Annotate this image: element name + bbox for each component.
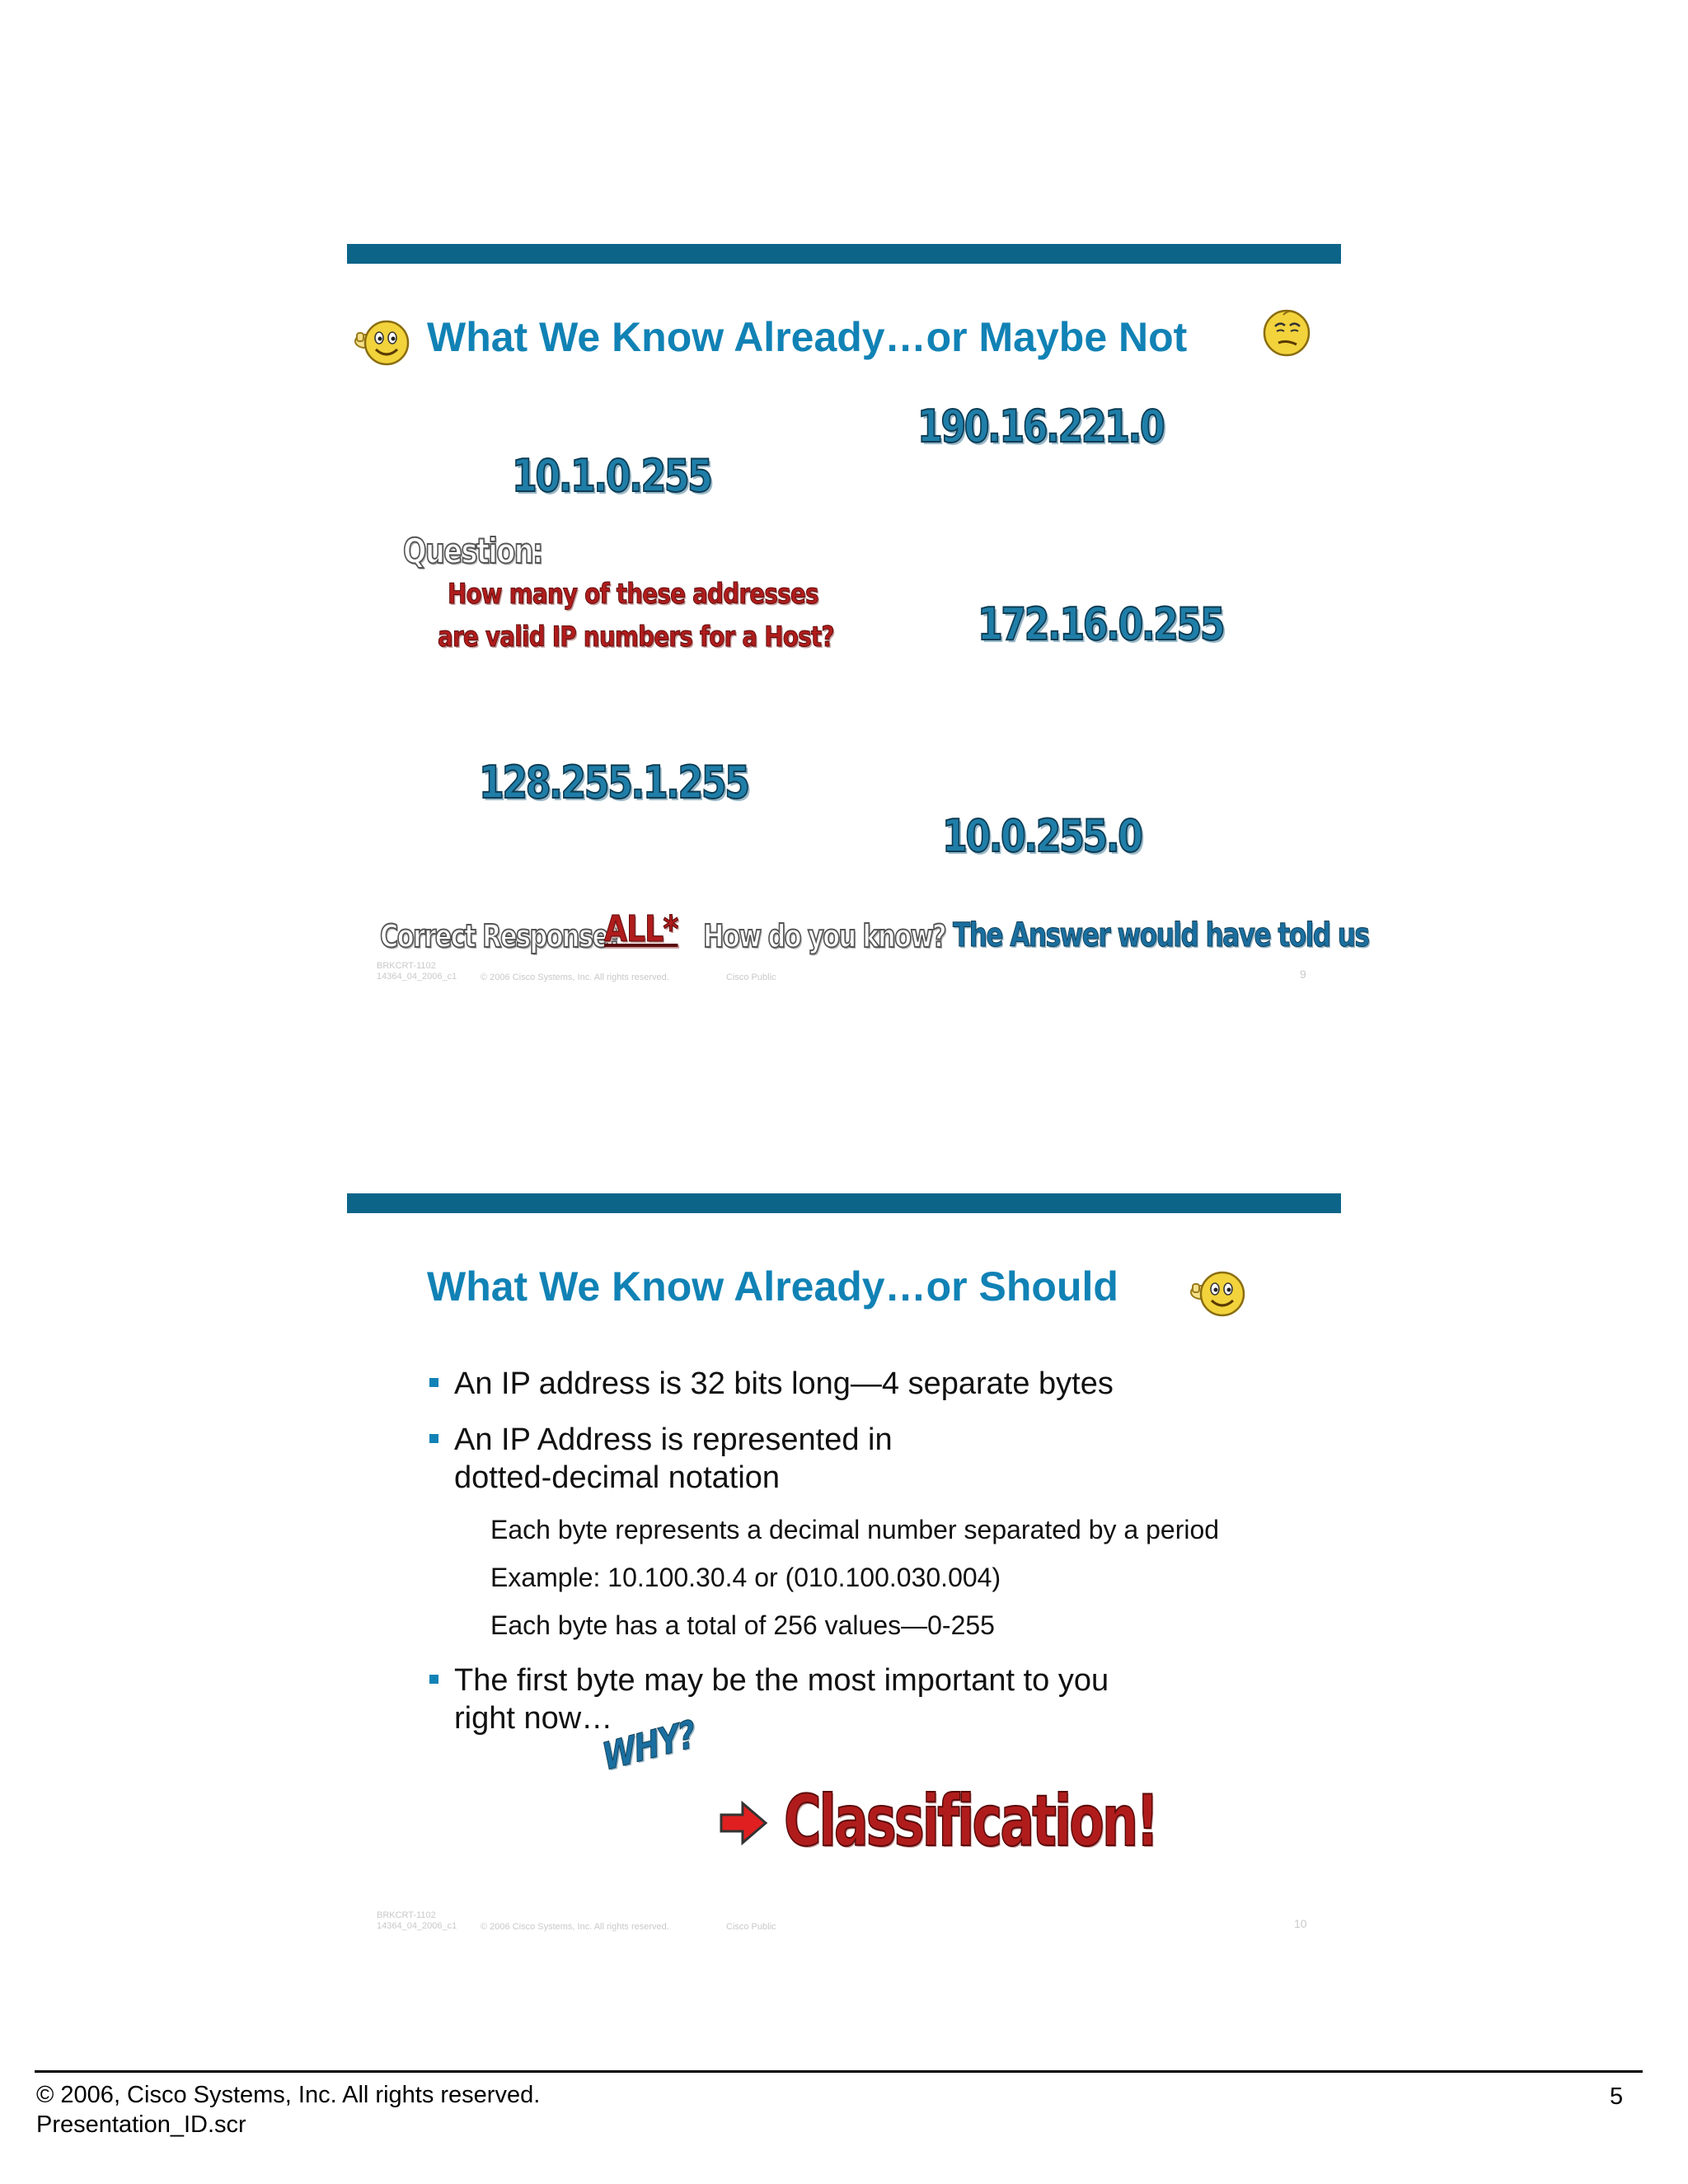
footer-code-1: BRKCRT-1102: [377, 961, 436, 971]
slide-header-bar: [347, 244, 1341, 264]
slide-footer-copyright: © 2006 Cisco Systems, Inc. All rights reserved.: [481, 1922, 669, 1932]
slide-footer-public: Cisco Public: [726, 1922, 776, 1932]
slide-footer-public: Cisco Public: [726, 972, 776, 982]
why-text: WHY?: [599, 1711, 698, 1779]
classification-text: Classification!: [784, 1780, 1157, 1863]
footer-code-2: 14364_04_2006_c1: [377, 972, 457, 982]
ip-address-3: 172.16.0.255: [978, 598, 1224, 650]
bullet-3-line-2: right now…: [454, 1701, 613, 1736]
bullet-1-text: An IP address is 32 bits long—4 separate bytes: [454, 1366, 1114, 1401]
bullet-3-line-1: The first byte may be the most important to you: [454, 1663, 1109, 1698]
slide-footer-copyright: © 2006 Cisco Systems, Inc. All rights reserved.: [481, 972, 669, 982]
page-footer-copyright: © 2006, Cisco Systems, Inc. All rights reserved.: [36, 2082, 541, 2108]
bullet-2-line-2: dotted-decimal notation: [454, 1460, 781, 1495]
thumbs-up-smiley-icon: [352, 316, 413, 368]
slide-header-bar: [347, 1193, 1341, 1213]
how-do-you-know: How do you know?: [703, 918, 946, 954]
footer-code-1: BRKCRT-1102: [377, 1910, 436, 1920]
bullet-2-line-1: An IP Address is represented in: [454, 1422, 893, 1457]
ip-address-5: 10.0.255.0: [942, 810, 1142, 862]
slide-title: What We Know Already…or Should: [427, 1263, 1118, 1310]
bullet-square-icon: [429, 1675, 438, 1684]
thinking-smiley-icon: [1260, 307, 1313, 359]
right-arrow-icon: [718, 1800, 769, 1846]
ip-address-4: 128.255.1.255: [479, 757, 748, 808]
slide-footer-code: [377, 961, 457, 982]
bullet-square-icon: [429, 1434, 438, 1443]
correct-response-value: ALL*: [604, 908, 678, 950]
ip-address-1: 190.16.221.0: [917, 401, 1164, 452]
page-footer-rule: [35, 2070, 1643, 2073]
slide-page-number: 10: [1294, 1917, 1307, 1930]
bullet-square-icon: [429, 1378, 438, 1387]
sub-bullet-3: Each byte has a total of 256 values—0-255: [490, 1610, 995, 1640]
slide-footer-code: [377, 1910, 457, 1932]
slide-10: [347, 1193, 1341, 2018]
slide-title: What We Know Already…or Maybe Not: [427, 314, 1188, 360]
question-label: Question:: [403, 531, 542, 571]
ip-address-2: 10.1.0.255: [512, 450, 711, 502]
thumbs-up-smiley-icon: [1188, 1268, 1249, 1319]
slide-9: [347, 244, 1369, 1068]
question-line-1: How many of these addresses: [448, 578, 818, 611]
sub-bullet-1: Each byte represents a decimal number separated by a period: [490, 1515, 1220, 1544]
question-line-2: are valid IP numbers for a Host?: [438, 621, 834, 654]
slide-page-number: 9: [1300, 968, 1306, 981]
page-footer-presentation-id: Presentation_ID.scr: [36, 2111, 246, 2138]
correct-response-label: Correct Response?: [380, 918, 621, 954]
footer-code-2: 14364_04_2006_c1: [377, 1921, 457, 1931]
page-footer-page-number: 5: [1610, 2083, 1624, 2110]
answer-text: The Answer would have told us: [953, 916, 1369, 954]
sub-bullet-2: Example: 10.100.30.4 or (010.100.030.004): [490, 1563, 1001, 1592]
